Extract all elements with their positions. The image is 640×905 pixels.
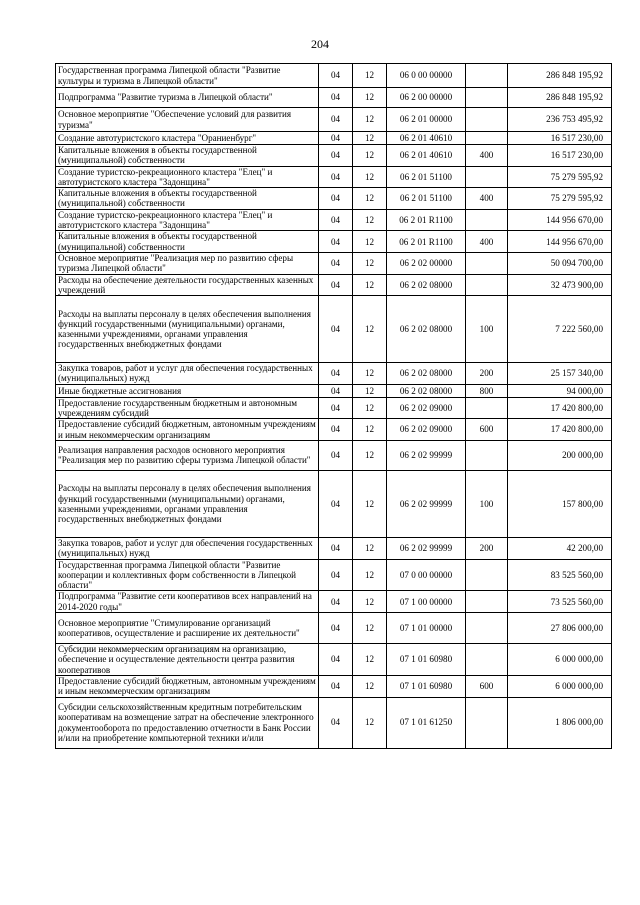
subsection-code: 12 <box>353 613 387 644</box>
section-code: 04 <box>319 384 353 397</box>
target-article-code: 07 1 01 61250 <box>387 697 466 748</box>
subsection-code: 12 <box>353 209 387 231</box>
target-article-code: 06 2 00 00000 <box>387 88 466 108</box>
budget-item-name: Капитальные вложения в объекты государственной (муниципальной) собственности <box>56 231 319 253</box>
subsection-code: 12 <box>353 591 387 613</box>
amount: 50 094 700,00 <box>508 252 612 274</box>
table-row <box>56 697 612 748</box>
section-code: 04 <box>319 274 353 296</box>
table-row <box>56 88 612 108</box>
amount: 200 000,00 <box>508 440 612 470</box>
expense-type-code <box>466 166 508 188</box>
subsection-code: 12 <box>353 274 387 296</box>
table-row <box>56 440 612 470</box>
budget-item-name: Расходы на обеспечение деятельности государственных казенных учреждений <box>56 274 319 296</box>
section-code: 04 <box>319 537 353 559</box>
section-code: 04 <box>319 252 353 274</box>
expense-type-code <box>466 697 508 748</box>
target-article-code: 06 0 00 00000 <box>387 64 466 88</box>
expense-type-code <box>466 591 508 613</box>
expense-type-code <box>466 88 508 108</box>
subsection-code: 12 <box>353 132 387 145</box>
section-code: 04 <box>319 470 353 537</box>
amount: 144 956 670,00 <box>508 209 612 231</box>
table-row <box>56 644 612 676</box>
section-code: 04 <box>319 166 353 188</box>
budget-item-name: Субсидии некоммерческим организациям на организацию, обеспечение и осуществление деятельности центра развития кооперативов <box>56 644 319 676</box>
target-article-code: 06 2 01 51100 <box>387 188 466 210</box>
budget-item-name: Основное мероприятие "Реализация мер по развитию сферы туризма Липецкой области" <box>56 252 319 274</box>
target-article-code: 07 0 00 00000 <box>387 559 466 591</box>
table-row <box>56 613 612 644</box>
section-code: 04 <box>319 108 353 132</box>
table-row <box>56 188 612 210</box>
subsection-code: 12 <box>353 108 387 132</box>
table-row <box>56 363 612 385</box>
section-code: 04 <box>319 613 353 644</box>
table-row <box>56 166 612 188</box>
budget-item-name: Основное мероприятие "Обеспечение условий для развития туризма" <box>56 108 319 132</box>
amount: 7 222 560,00 <box>508 296 612 363</box>
section-code: 04 <box>319 296 353 363</box>
table-row <box>56 419 612 441</box>
table-row <box>56 274 612 296</box>
section-code: 04 <box>319 419 353 441</box>
subsection-code: 12 <box>353 145 387 167</box>
budget-item-name: Закупка товаров, работ и услуг для обеспечения государственных (муниципальных) нужд <box>56 537 319 559</box>
subsection-code: 12 <box>353 363 387 385</box>
target-article-code: 06 2 01 40610 <box>387 145 466 167</box>
target-article-code: 06 2 02 99999 <box>387 470 466 537</box>
budget-item-name: Капитальные вложения в объекты государственной (муниципальной) собственности <box>56 145 319 167</box>
section-code: 04 <box>319 363 353 385</box>
subsection-code: 12 <box>353 252 387 274</box>
target-article-code: 07 1 00 00000 <box>387 591 466 613</box>
amount: 27 806 000,00 <box>508 613 612 644</box>
target-article-code: 06 2 01 51100 <box>387 166 466 188</box>
subsection-code: 12 <box>353 64 387 88</box>
target-article-code: 06 2 01 R1100 <box>387 231 466 253</box>
target-article-code: 06 2 02 08000 <box>387 274 466 296</box>
table-row <box>56 231 612 253</box>
subsection-code: 12 <box>353 231 387 253</box>
section-code: 04 <box>319 88 353 108</box>
amount: 286 848 195,92 <box>508 88 612 108</box>
section-code: 04 <box>319 64 353 88</box>
amount: 6 000 000,00 <box>508 675 612 697</box>
budget-table <box>55 63 612 749</box>
section-code: 04 <box>319 145 353 167</box>
amount: 75 279 595,92 <box>508 166 612 188</box>
subsection-code: 12 <box>353 188 387 210</box>
subsection-code: 12 <box>353 675 387 697</box>
table-row <box>56 470 612 537</box>
section-code: 04 <box>319 397 353 419</box>
amount: 94 000,00 <box>508 384 612 397</box>
target-article-code: 06 2 02 99999 <box>387 537 466 559</box>
expense-type-code <box>466 397 508 419</box>
section-code: 04 <box>319 591 353 613</box>
expense-type-code <box>466 613 508 644</box>
amount: 286 848 195,92 <box>508 64 612 88</box>
subsection-code: 12 <box>353 644 387 676</box>
table-row <box>56 675 612 697</box>
subsection-code: 12 <box>353 440 387 470</box>
section-code: 04 <box>319 231 353 253</box>
target-article-code: 06 2 01 40610 <box>387 132 466 145</box>
expense-type-code: 400 <box>466 231 508 253</box>
section-code: 04 <box>319 132 353 145</box>
expense-type-code <box>466 132 508 145</box>
table-row <box>56 537 612 559</box>
section-code: 04 <box>319 188 353 210</box>
subsection-code: 12 <box>353 470 387 537</box>
subsection-code: 12 <box>353 537 387 559</box>
table-row <box>56 559 612 591</box>
table-row <box>56 209 612 231</box>
amount: 6 000 000,00 <box>508 644 612 676</box>
subsection-code: 12 <box>353 697 387 748</box>
subsection-code: 12 <box>353 384 387 397</box>
expense-type-code <box>466 64 508 88</box>
amount: 73 525 560,00 <box>508 591 612 613</box>
expense-type-code <box>466 274 508 296</box>
target-article-code: 06 2 02 99999 <box>387 440 466 470</box>
table-row <box>56 108 612 132</box>
expense-type-code <box>466 559 508 591</box>
amount: 157 800,00 <box>508 470 612 537</box>
amount: 32 473 900,00 <box>508 274 612 296</box>
budget-item-name: Капитальные вложения в объекты государственной (муниципальной) собственности <box>56 188 319 210</box>
amount: 144 956 670,00 <box>508 231 612 253</box>
amount: 75 279 595,92 <box>508 188 612 210</box>
amount: 236 753 495,92 <box>508 108 612 132</box>
section-code: 04 <box>319 644 353 676</box>
expense-type-code: 800 <box>466 384 508 397</box>
amount: 83 525 560,00 <box>508 559 612 591</box>
expense-type-code: 600 <box>466 675 508 697</box>
amount: 25 157 340,00 <box>508 363 612 385</box>
expense-type-code: 200 <box>466 363 508 385</box>
target-article-code: 07 1 01 00000 <box>387 613 466 644</box>
expense-type-code: 100 <box>466 470 508 537</box>
target-article-code: 06 2 02 09000 <box>387 397 466 419</box>
budget-item-name: Государственная программа Липецкой области "Развитие культуры и туризма в Липецкой области" <box>56 64 319 88</box>
subsection-code: 12 <box>353 166 387 188</box>
budget-item-name: Подпрограмма "Развитие сети кооперативов всех направлений на 2014-2020 годы" <box>56 591 319 613</box>
budget-item-name: Подпрограмма "Развитие туризма в Липецкой области" <box>56 88 319 108</box>
amount: 16 517 230,00 <box>508 145 612 167</box>
budget-item-name: Предоставление субсидий бюджетным, автономным учреждениям и иным некоммерческим организациям <box>56 419 319 441</box>
amount: 16 517 230,00 <box>508 132 612 145</box>
subsection-code: 12 <box>353 397 387 419</box>
amount: 17 420 800,00 <box>508 419 612 441</box>
budget-item-name: Расходы на выплаты персоналу в целях обеспечения выполнения функций государственными (муниципальными) органами, казенными учреждениями, органами управления государственных внебюджетных фондами <box>56 296 319 363</box>
target-article-code: 07 1 01 60980 <box>387 675 466 697</box>
table-row <box>56 145 612 167</box>
expense-type-code <box>466 209 508 231</box>
target-article-code: 07 1 01 60980 <box>387 644 466 676</box>
budget-item-name: Создание автотуристского кластера "Ораниенбург" <box>56 132 319 145</box>
subsection-code: 12 <box>353 88 387 108</box>
budget-item-name: Субсидии сельскохозяйственным кредитным потребительским кооперативам на возмещение затрат на обеспечение электронного документооборота по предоставлению отчетности в Банк России и/или на приобретение компьютерной техники и/или <box>56 697 319 748</box>
table-row <box>56 296 612 363</box>
expense-type-code <box>466 440 508 470</box>
table-row <box>56 397 612 419</box>
target-article-code: 06 2 02 08000 <box>387 296 466 363</box>
subsection-code: 12 <box>353 296 387 363</box>
target-article-code: 06 2 01 00000 <box>387 108 466 132</box>
page-number: 204 <box>311 37 329 51</box>
table-row <box>56 252 612 274</box>
budget-item-name: Иные бюджетные ассигнования <box>56 384 319 397</box>
section-code: 04 <box>319 697 353 748</box>
expense-type-code: 100 <box>466 296 508 363</box>
amount: 17 420 800,00 <box>508 397 612 419</box>
amount: 42 200,00 <box>508 537 612 559</box>
section-code: 04 <box>319 440 353 470</box>
target-article-code: 06 2 02 00000 <box>387 252 466 274</box>
subsection-code: 12 <box>353 419 387 441</box>
expense-type-code: 400 <box>466 188 508 210</box>
section-code: 04 <box>319 675 353 697</box>
subsection-code: 12 <box>353 559 387 591</box>
budget-item-name: Создание туристско-рекреационного кластера "Елец" и автотуристского кластера "Задонщина" <box>56 166 319 188</box>
target-article-code: 06 2 02 08000 <box>387 363 466 385</box>
expense-type-code <box>466 108 508 132</box>
budget-item-name: Предоставление государственным бюджетным и автономным учреждениям субсидий <box>56 397 319 419</box>
expense-type-code <box>466 644 508 676</box>
expense-type-code: 400 <box>466 145 508 167</box>
table-row <box>56 132 612 145</box>
expense-type-code: 600 <box>466 419 508 441</box>
budget-item-name: Расходы на выплаты персоналу в целях обеспечения выполнения функций государственными (муниципальными) органами, казенными учреждениями, органами управления государственных внебюджетных фондами <box>56 470 319 537</box>
budget-item-name: Предоставление субсидий бюджетным, автономным учреждениям и иным некоммерческим организациям <box>56 675 319 697</box>
expense-type-code: 200 <box>466 537 508 559</box>
amount: 1 806 000,00 <box>508 697 612 748</box>
budget-item-name: Реализация направления расходов основного мероприятия "Реализация мер по развитию сферы туризма Липецкой области" <box>56 440 319 470</box>
section-code: 04 <box>319 209 353 231</box>
table-row <box>56 384 612 397</box>
budget-item-name: Государственная программа Липецкой области "Развитие кооперации и коллективных форм собственности в Липецкой области" <box>56 559 319 591</box>
section-code: 04 <box>319 559 353 591</box>
target-article-code: 06 2 02 08000 <box>387 384 466 397</box>
table-row <box>56 64 612 88</box>
expense-type-code <box>466 252 508 274</box>
budget-item-name: Основное мероприятие "Стимулирование организаций кооперативов, осуществление и расширение их деятельности" <box>56 613 319 644</box>
target-article-code: 06 2 01 R1100 <box>387 209 466 231</box>
budget-item-name: Создание туристско-рекреационного кластера "Елец" и автотуристского кластера "Задонщина" <box>56 209 319 231</box>
table-row <box>56 591 612 613</box>
budget-item-name: Закупка товаров, работ и услуг для обеспечения государственных (муниципальных) нужд <box>56 363 319 385</box>
target-article-code: 06 2 02 09000 <box>387 419 466 441</box>
